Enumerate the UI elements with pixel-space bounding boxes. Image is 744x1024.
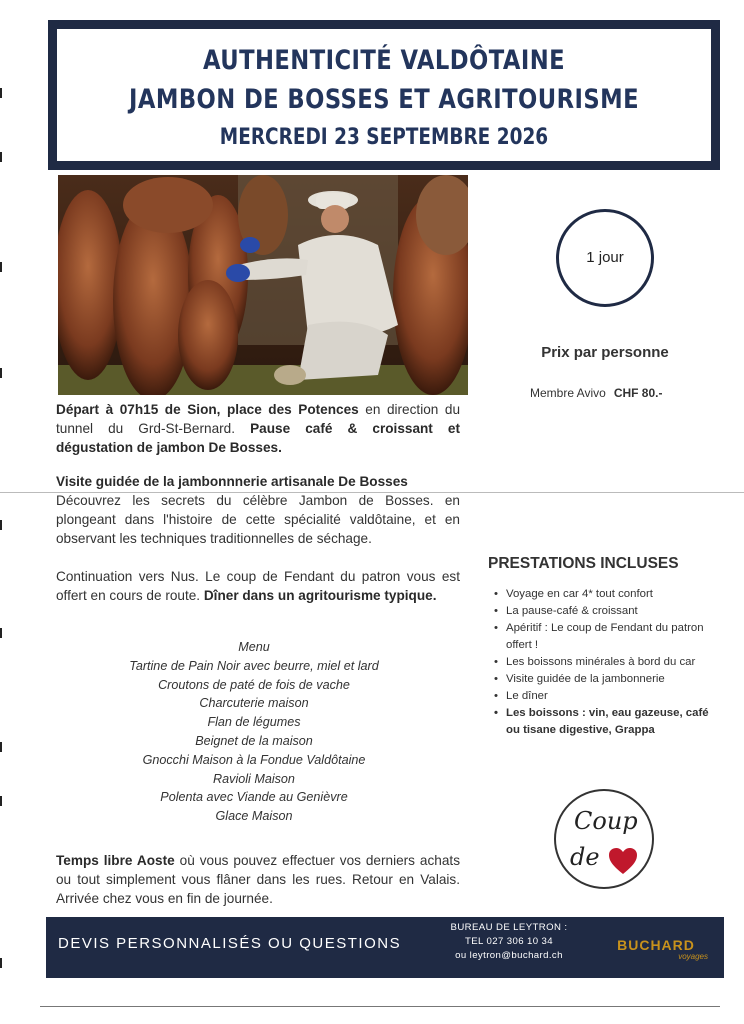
- guided-visit-text: Découvrez les secrets du célèbre Jambon de Bosses. en plongeant dans l'histoire de cette spécialité valdôtaine, et en observant les techniques traditionnelles de séchage.: [56, 493, 460, 546]
- title-line-1: AUTHENTICITÉ VALDÔTAINE: [202, 45, 566, 76]
- contact-footer: [46, 917, 724, 978]
- heart-icon: [608, 847, 638, 875]
- program-paragraph-2: [56, 472, 460, 548]
- lunch-text: Dîner dans un agritourisme typique.: [203, 588, 437, 603]
- menu-title: Menu: [238, 640, 270, 654]
- service-item: • Apéritif : Le coup de Fendant du patron offert !: [494, 620, 724, 654]
- guided-visit-title: Visite guidée de la jambonnnerie artisanale De Bosses: [56, 474, 408, 489]
- event-date: MERCREDI 23 SEPTEMBRE 2026: [219, 125, 549, 150]
- menu-item: Tartine de Pain Noir avec beurre, miel et lard: [129, 658, 379, 673]
- scan-mark: [0, 958, 2, 968]
- service-item: • La pause-café & croissant: [494, 603, 724, 620]
- included-services-list: [494, 586, 724, 739]
- service-item: • Le dîner: [494, 688, 724, 705]
- service-item: • Les boissons : vin, eau gazeuse, café ou tisane digestive, Grappa: [494, 705, 724, 739]
- title-box: [48, 20, 720, 170]
- free-time-title: Temps libre Aoste: [56, 853, 175, 868]
- office-email[interactable]: ou leytron@buchard.ch: [455, 950, 563, 961]
- menu-item: Glace Maison: [215, 809, 293, 824]
- menu-item: Gnocchi Maison à la Fondue Valdôtaine: [142, 752, 366, 767]
- scan-mark: [0, 88, 2, 98]
- member-price-value: CHF 80.-: [613, 386, 663, 400]
- member-price: [530, 386, 663, 400]
- menu-item: Flan de légumes: [207, 715, 301, 730]
- quote-cta: DEVIS PERSONNALISÉS OU QUESTIONS: [58, 935, 402, 952]
- office-phone[interactable]: TEL 027 306 10 34: [464, 936, 554, 947]
- program-paragraph-1: [56, 400, 460, 457]
- menu-item: Charcuterie maison: [199, 696, 309, 711]
- service-item: • Voyage en car 4* tout confort: [494, 586, 724, 603]
- free-time-text: où vous pouvez effectuer vos derniers achats ou tout simplement vous flâner dans les rues. Retour en Valais. Arrivée chez vous en fin de journée.: [56, 853, 460, 906]
- scan-mark: [0, 520, 2, 530]
- scan-mark: [0, 262, 2, 272]
- duration-badge: 1 jour: [556, 209, 654, 307]
- included-services-title: PRESTATIONS INCLUSES: [488, 555, 679, 572]
- scan-mark: [0, 368, 2, 378]
- logo-word-1: Coup: [574, 807, 638, 835]
- menu-list: [56, 638, 452, 826]
- scan-mark: [0, 628, 2, 638]
- menu-item: Croutons de paté de fois de vache: [158, 677, 350, 692]
- program-paragraph-3: [56, 567, 460, 605]
- departure-text: Départ à 07h15 de Sion, place des Potences: [56, 402, 359, 417]
- menu-item: Ravioli Maison: [213, 771, 295, 786]
- program-paragraph-4: [56, 851, 460, 908]
- office-contact: [444, 921, 574, 963]
- service-item: • Les boissons minérales à bord du car: [494, 654, 724, 671]
- office-name: BUREAU DE LEYTRON :: [450, 922, 568, 933]
- title-line-2: JAMBON DE BOSSES ET AGRITOURISME: [128, 84, 639, 115]
- coffee-break-text: Pause café & croissant et dégustation de jambon De Bosses.: [56, 421, 461, 455]
- price-title: Prix par personne: [541, 344, 669, 361]
- coup-de-coeur-logo: [554, 789, 654, 889]
- continuation-text: Continuation vers Nus. Le coup de Fendant du patron vous est offert en cours de route.: [56, 569, 460, 603]
- menu-item: Polenta avec Viande au Genièvre: [160, 790, 348, 805]
- service-item: • Visite guidée de la jambonnerie: [494, 671, 724, 688]
- departure-direction: en direction du tunnel du Grd-St-Bernard.: [56, 402, 461, 436]
- logo-word-2: de: [570, 843, 600, 871]
- brand-logo: BUCHARD: [617, 937, 695, 953]
- scan-mark: [0, 742, 2, 752]
- photo-illustration: [58, 175, 468, 395]
- member-price-label: Membre Avivo: [530, 386, 606, 400]
- bottom-rule: [40, 1006, 720, 1007]
- scan-mark: [0, 152, 2, 162]
- menu-item: Beignet de la maison: [195, 733, 313, 748]
- brand-subtitle: voyages: [678, 952, 708, 961]
- scan-mark: [0, 796, 2, 806]
- ham-cellar-photo: [58, 175, 468, 395]
